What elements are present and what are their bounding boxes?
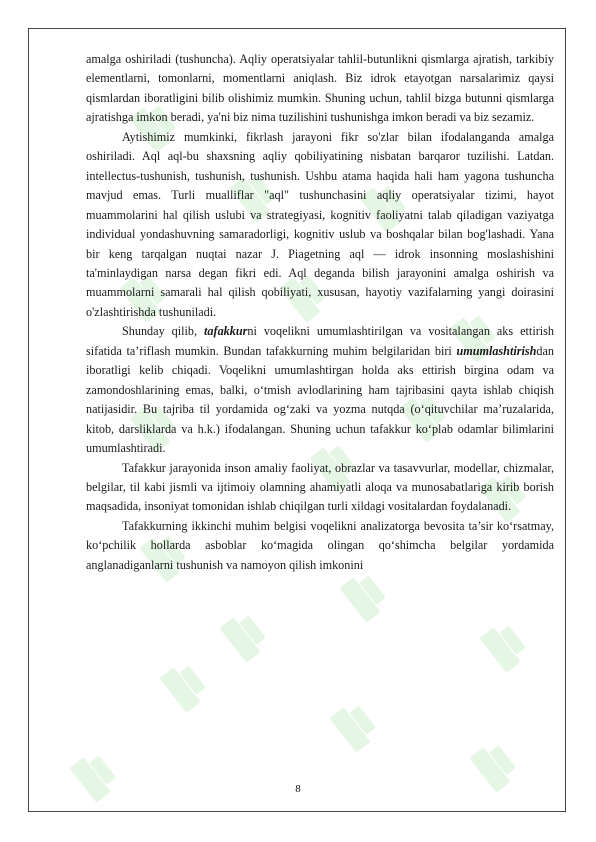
paragraph-text: Shunday qilib, — [122, 324, 205, 339]
emphasized-term: tafakkur — [204, 324, 248, 339]
document-body — [86, 50, 554, 575]
paragraph-text: Tafakkurning ikkinchi muhim belgisi voqelikni analizatorga bevosita ta’sir ko‘rsatmay, ko‘pchilik hollarda asboblar ko‘magida olingan qo‘shimcha belgilar yordamida anglanadiganlarni tushunish va namoyon qilish imkonini — [86, 518, 554, 572]
paragraph — [86, 459, 554, 517]
paragraph-text: amalga oshiriladi (tushuncha). Aqliy operatsiyalar tahlil-butunlikni qismlarga ajratish, tarkibiy elementlarni, tomonlarni, momentlarni aniqlash. Biz idrok etayotgan narsalarimiz qaysi qismlardan iboratligini bilib olishimiz mumkin. Shuning uchun, tahlil bizga butunni qismlarga ajratishga imkon beradi, ya'ni biz nima tuzilishini tushunishga imkon beradi va biz sezamiz. — [86, 52, 554, 125]
paragraph-text: ni voqelikni umumlashtirilgan va vositalangan aks ettirish sifatida ta’riflash mumkin. Bundan tafakkurning muhim belgilaridan biri — [86, 324, 554, 358]
paragraph-text: dan iboratligi kelib chiqadi. Voqelikni umumlashtirgan holda aks ettirish birgina odam va zamondoshlarining emas, balki, o‘tmish avlodlarining ham tajribasini qayta ishlab chiqish natijasidir. Bu tajriba til yordamida og‘zaki va yozma nutqda (o‘qituvchilar ma’ruzalarida, kitob, darsliklarda va h.k.) ifodalangan. Shuning uchun tafakkur ko‘plab odamlar bilimlarini umumlashtiradi. — [86, 343, 554, 456]
paragraph-text: Aytishimiz mumkinki, fikrlash jarayoni fikr so'zlar bilan ifodalanganda amalga oshiriladi. Aql aql-bu shaxsning aqliy qobiliyatining nisbatan barqaror tuzilishi. Latdan. intellectus-tushunish, tushunish, tushunish. Ushbu atama haqida hali ham yagona tushuncha mavjud emas. Turli mualliflar "aql" tushunchasini aqliy operatsiyalar tizimi, hayot muammolarini hal qilish uslubi va strategiyasi, kognitiv faoliyatni talab qiladigan vaziyatga individual yondashuvning samaradorligi, kognitiv uslub va boshqalar bilan bog'lashadi. Yana bir keng tarqalgan nuqtai nazar J. Piagetning aql — idrok insonning moslashishini ta'minlaydigan narsa degan fikri edi. Aql deganda bilish jarayonini amalga oshirish va muammolarni samarali hal qilish qobiliyati, xususan, hayotiy vazifalarning yangi doirasini o'zlashtirishda tushuniladi. — [86, 129, 554, 319]
paragraph — [86, 50, 554, 128]
paragraph — [86, 128, 554, 323]
paragraph — [86, 517, 554, 575]
paragraph — [86, 322, 554, 458]
page-number: 8 — [295, 783, 301, 795]
emphasized-term: umumlashtirish — [456, 343, 537, 358]
paragraph-text: Tafakkur jarayonida inson amaliy faoliyat, obrazlar va tasavvurlar, modellar, chizmalar, belgilar, til kabi jismli va ijtimoiy olamning ahamiyatli aloqa va munosabatlariga kirib borish maqsadida, insoniyat tomonidan ishlab chiqilgan turli xildagi vositalardan foydalanadi. — [86, 460, 554, 514]
